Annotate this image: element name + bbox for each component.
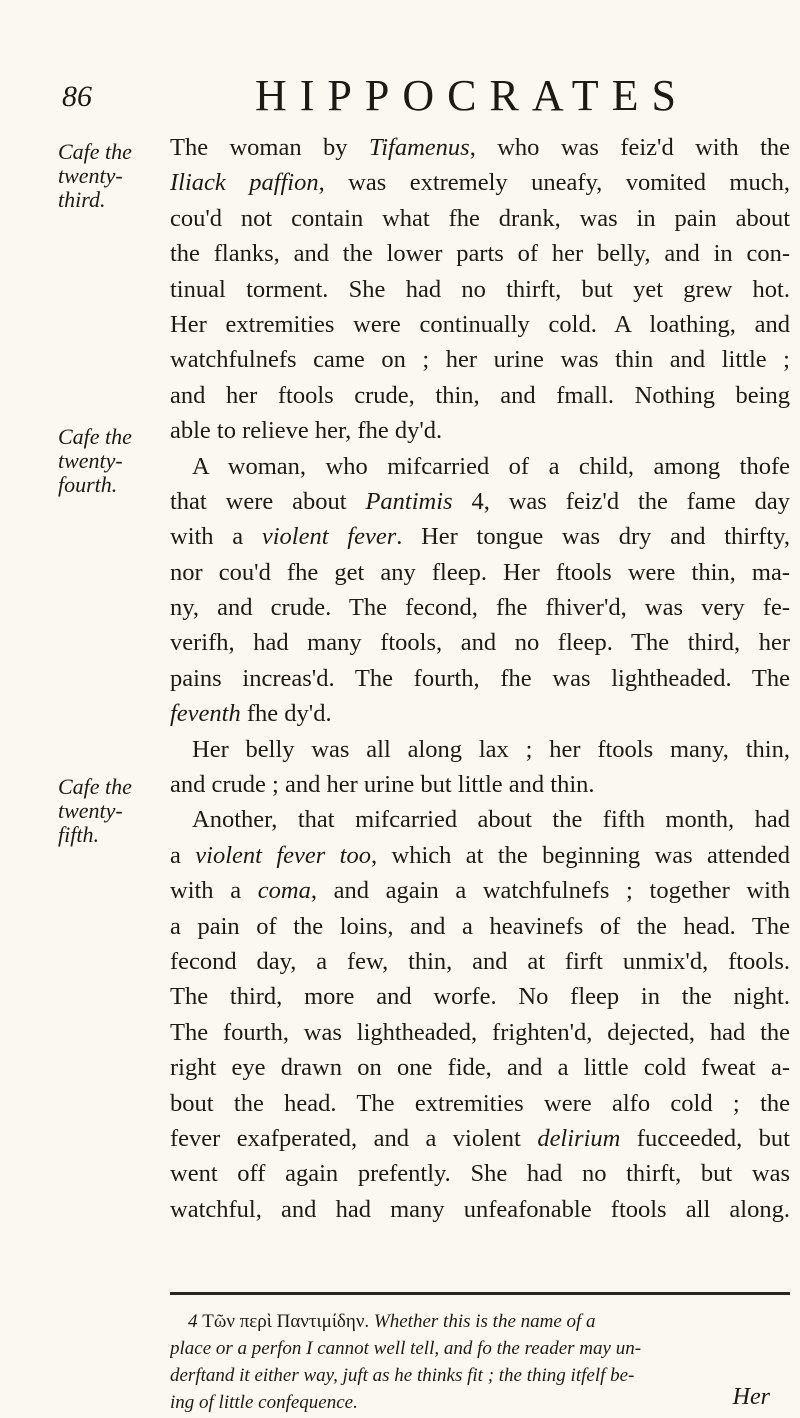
margin-note-line: Cafe the xyxy=(58,774,132,799)
margin-note-line: twenty- xyxy=(58,798,123,823)
text-line: right eye drawn on one fide, and a little cold fweat a- xyxy=(170,1054,790,1082)
text-line: bout the head. The extremities were alfo cold ; the xyxy=(170,1089,790,1117)
text-line: nor cou'd fhe get any fleep. Her ftools were thin, ma- xyxy=(170,558,790,586)
margin-note-line: third. xyxy=(58,187,106,212)
text-line: ny, and crude. The fecond, fhe fhiver'd, was very fe- xyxy=(170,594,790,622)
text-line: watchfulnefs came on ; her urine was thin and little ; xyxy=(170,346,790,374)
text-line: The third, more and worfe. No fleep in the night. xyxy=(170,983,790,1011)
text-line: verifh, had many ftools, and no fleep. The third, her xyxy=(170,629,790,657)
margin-note-case-25 xyxy=(58,775,150,847)
text-line: a pain of the loins, and a heavinefs of the head. The xyxy=(170,912,790,940)
margin-note-case-24 xyxy=(58,425,150,497)
footnote-line: ing of little confequence. xyxy=(170,1392,358,1413)
text-line: Her extremities were continually cold. A loathing, and xyxy=(170,310,790,338)
margin-note-line: twenty- xyxy=(58,448,123,473)
footnote-line: derftand it either way, juft as he thinks fit ; the thing itfelf be- xyxy=(170,1365,635,1386)
text-line: pains increas'd. The fourth, fhe was lightheaded. The xyxy=(170,664,790,692)
margin-note-case-23 xyxy=(58,140,150,212)
text-line: The fourth, was lightheaded, frighten'd, dejected, had the xyxy=(170,1018,790,1046)
footnote xyxy=(170,1308,790,1416)
body-text xyxy=(170,130,790,1227)
footnote-line: place or a perfon I cannot well tell, and fo the reader may un- xyxy=(170,1338,642,1359)
footnote-line: 4 Τῶν περὶ Παντιμίδην. Whether this is the name of a xyxy=(188,1311,596,1332)
margin-note-line: Cafe the xyxy=(58,139,132,164)
text-line: Iliack paffion, was extremely uneafy, vomited much, xyxy=(170,169,790,197)
text-line: able to relieve her, fhe dy'd. xyxy=(170,417,443,445)
running-header xyxy=(0,70,800,120)
margin-note-line: fourth. xyxy=(58,472,118,497)
text-line: Her belly was all along lax ; her ftools many, thin, xyxy=(192,735,790,763)
text-line: that were about Pantimis 4, was feiz'd the fame day xyxy=(170,487,790,515)
text-line: feventh fhe dy'd. xyxy=(170,700,332,728)
text-line: fecond day, a few, thin, and at firft unmix'd, ftools. xyxy=(170,947,790,975)
text-line: Another, that mifcarried about the fifth month, had xyxy=(192,806,790,834)
running-title: HIPPOCRATES xyxy=(255,71,689,120)
text-line: went off again prefently. She had no thirft, but was xyxy=(170,1160,790,1188)
footnote-rule xyxy=(170,1292,790,1295)
catchword: Her xyxy=(732,1384,770,1410)
page-number: 86 xyxy=(62,80,92,113)
text-line: fever exafperated, and a violent delirium fucceeded, but xyxy=(170,1124,790,1152)
margin-note-line: Cafe the xyxy=(58,424,132,449)
text-line: the flanks, and the lower parts of her belly, and in con- xyxy=(170,240,790,268)
text-line: with a violent fever. Her tongue was dry and thirfty, xyxy=(170,523,790,551)
text-line: tinual torment. She had no thirft, but yet grew hot. xyxy=(170,275,790,303)
text-line: a violent fever too, which at the beginning was attended xyxy=(170,841,790,869)
margin-note-line: twenty- xyxy=(58,163,123,188)
text-line: with a coma, and again a watchfulnefs ; together with xyxy=(170,877,790,905)
text-line: and crude ; and her urine but little and thin. xyxy=(170,771,595,799)
text-line: watchful, and had many unfeafonable ftools all along. xyxy=(170,1195,790,1223)
text-line: The woman by Tifamenus, who was feiz'd with the xyxy=(170,134,790,161)
text-line: cou'd not contain what fhe drank, was in pain about xyxy=(170,204,790,232)
margin-note-line: fifth. xyxy=(58,822,99,847)
text-line: A woman, who mifcarried of a child, among thofe xyxy=(192,452,790,480)
text-line: and her ftools crude, thin, and fmall. Nothing being xyxy=(170,381,790,409)
